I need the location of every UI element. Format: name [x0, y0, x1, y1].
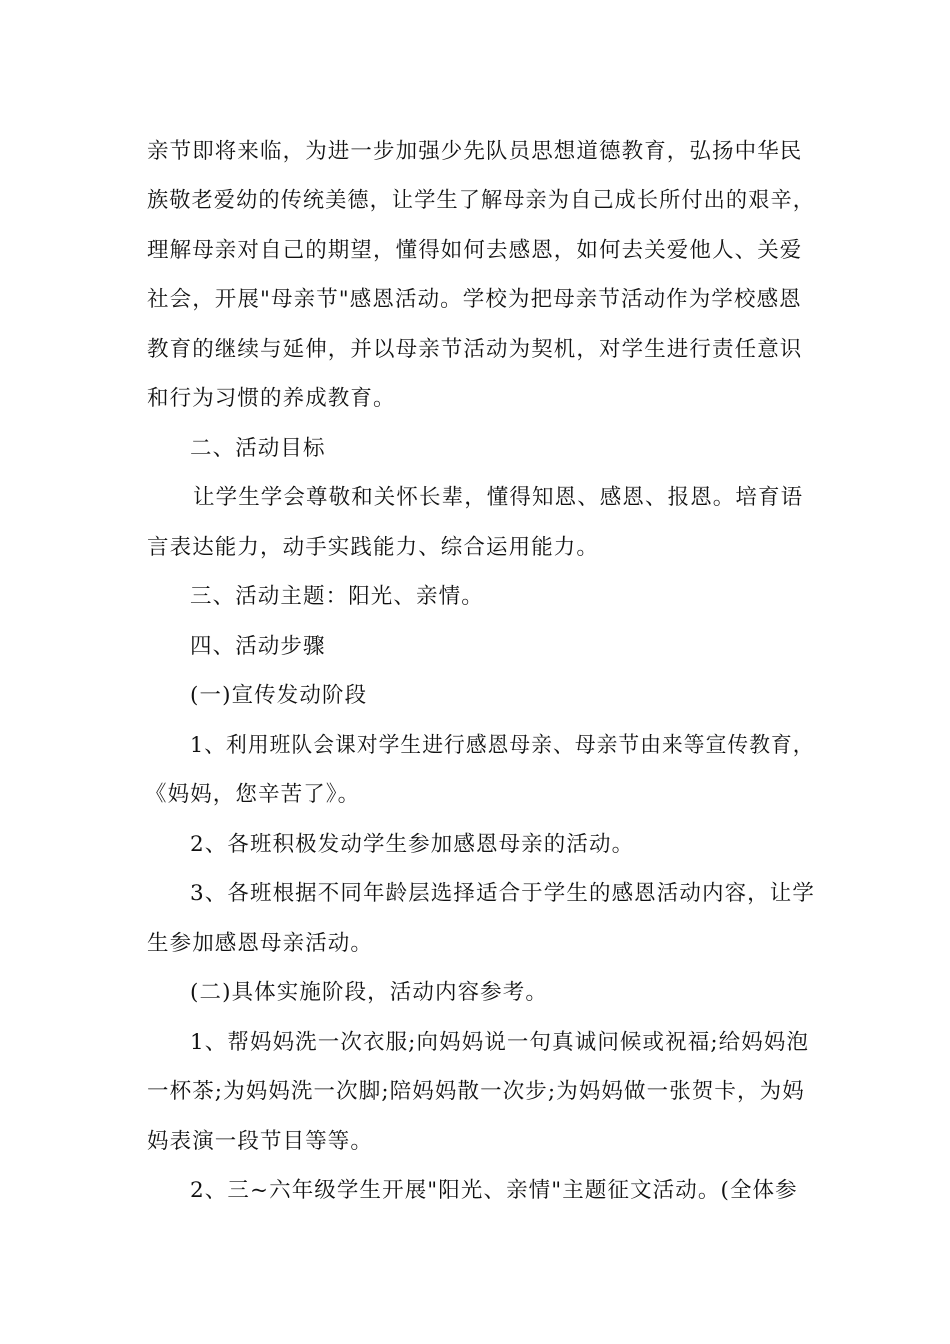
paragraph-line: 妈表演一段节目等等。 — [147, 1129, 374, 1154]
paragraph-line: 教育的继续与延伸，并以母亲节活动为契机，对学生进行责任意识 — [147, 337, 803, 362]
paragraph-line: 理解母亲对自己的期望，懂得如何去感恩，如何去关爱他人、关爱 — [147, 238, 803, 263]
subsection-heading: (一)宣传发动阶段 — [190, 683, 368, 708]
paragraph-line: 2、三~六年级学生开展"阳光、亲情"主题征文活动。(全体参 — [190, 1178, 798, 1203]
paragraph-line: 《妈妈，您辛苦了》。 — [145, 782, 361, 807]
section-heading: 二、活动目标 — [190, 436, 326, 461]
paragraph-line: 亲节即将来临，为进一步加强少先队员思想道德教育，弘扬中华民 — [147, 139, 803, 164]
subsection-heading: (二)具体实施阶段，活动内容参考。 — [190, 980, 548, 1005]
paragraph-line: 和行为习惯的养成教育。 — [147, 386, 396, 411]
paragraph-line: 一杯茶;为妈妈洗一次脚;陪妈妈散一次步;为妈妈做一张贺卡，为妈 — [147, 1079, 805, 1104]
paragraph-line: 社会，开展"母亲节"感恩活动。学校为把母亲节活动作为学校感恩 — [147, 287, 802, 312]
paragraph-line: 2、各班积极发动学生参加感恩母亲的活动。 — [190, 832, 635, 857]
paragraph-line: 让学生学会尊敬和关怀长辈，懂得知恩、感恩、报恩。培育语 — [193, 485, 804, 510]
paragraph-line: 3、各班根据不同年龄层选择适合于学生的感恩活动内容，让学 — [190, 881, 815, 906]
section-heading: 三、活动主题：阳光、亲情。 — [190, 584, 484, 609]
paragraph-line: 言表达能力，动手实践能力、综合运用能力。 — [147, 535, 600, 560]
paragraph-line: 1、利用班队会课对学生进行感恩母亲、母亲节由来等宣传教育， — [190, 733, 815, 758]
paragraph-line: 族敬老爱幼的传统美德，让学生了解母亲为自己成长所付出的艰辛， — [147, 188, 816, 213]
paragraph-line: 生参加感恩母亲活动。 — [147, 931, 374, 956]
paragraph-line: 1、帮妈妈洗一次衣服;向妈妈说一句真诚问候或祝福;给妈妈泡 — [190, 1030, 810, 1055]
section-heading: 四、活动步骤 — [190, 634, 326, 659]
